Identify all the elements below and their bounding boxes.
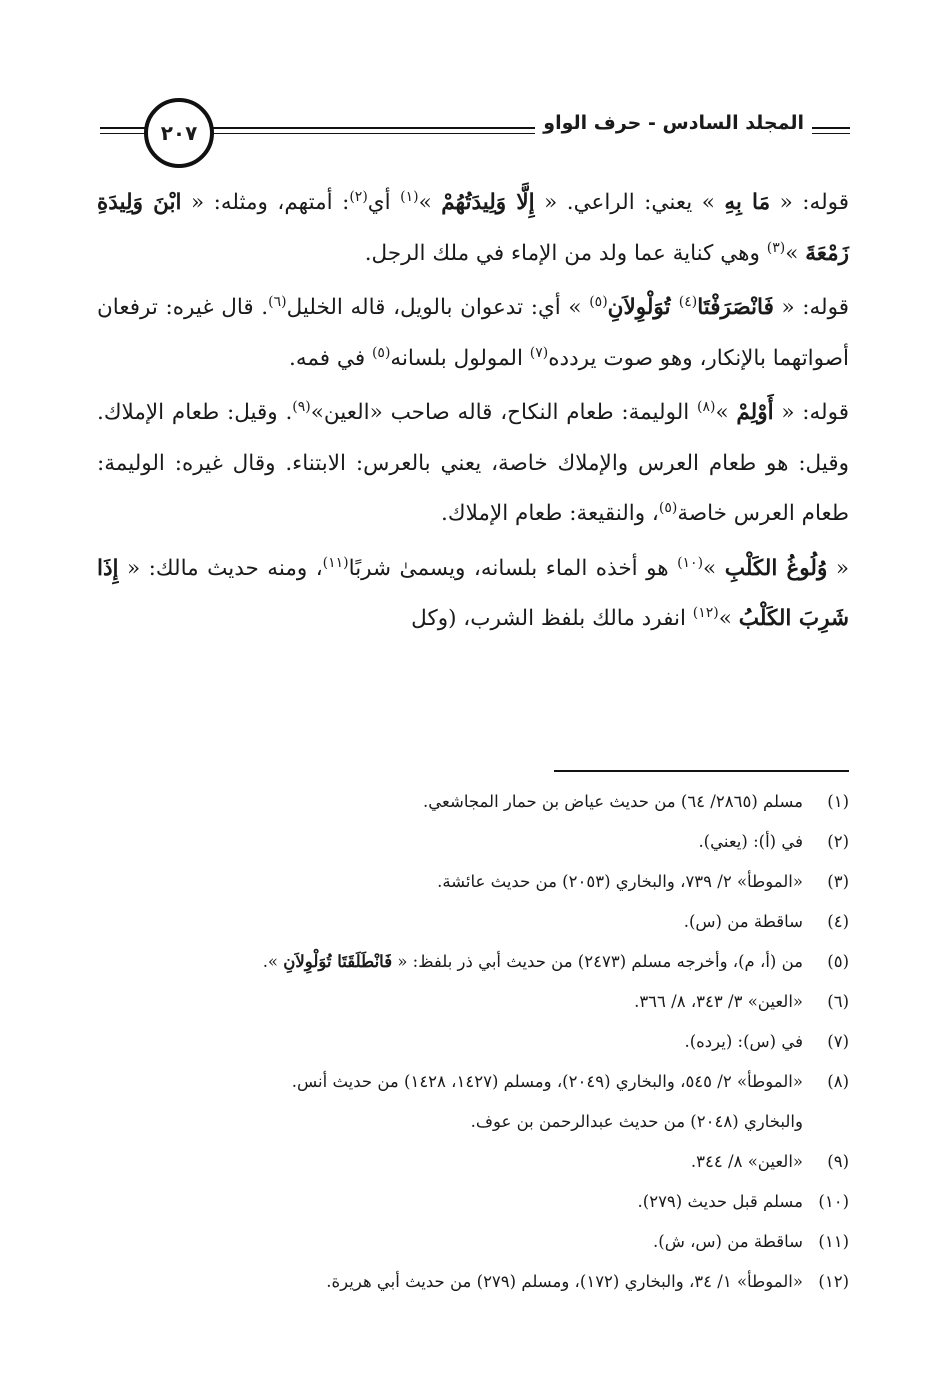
footnote-ref[interactable]: (١٢)	[692, 604, 719, 621]
footnote-ref[interactable]: (٩)	[292, 398, 311, 415]
footnote-number: (٦)	[827, 992, 849, 1011]
footnote-item	[97, 942, 849, 982]
footnote-text: ساقطة من (س، ش).	[653, 1232, 803, 1251]
footnote-number: (٩)	[827, 1152, 849, 1171]
footnote-text: من (أ، م)، وأخرجه مسلم (٢٤٧٣) من حديث أبي ذر بلفظ: « فَانْطَلَقَتَا تُوَلْوِلاَنِ ».	[262, 952, 803, 971]
main-text	[97, 178, 849, 645]
footnote-number: (١)	[827, 792, 849, 811]
footnote-number: (١٠)	[818, 1192, 849, 1211]
footnote-number: (٤)	[827, 912, 849, 931]
footnote-continuation	[97, 1102, 849, 1142]
footnote-ref[interactable]: (٤)	[678, 293, 698, 310]
footnote-ref[interactable]: (٥)	[658, 499, 678, 516]
header-title: المجلد السادس - حرف الواو	[535, 112, 812, 134]
quoted-word: تُوَلْوِلاَنِ	[607, 295, 679, 320]
footnote-item	[97, 1182, 849, 1222]
footnote-ref[interactable]: (٧)	[529, 344, 549, 361]
quoted-word: فَانْطَلَقَتَا تُوَلْوِلاَنِ	[283, 952, 393, 971]
footnote-item	[97, 782, 849, 822]
footnote-ref[interactable]: (١١)	[322, 554, 349, 571]
footnote-text: في (س): (يرده).	[684, 1032, 803, 1051]
footnote-item	[97, 1022, 849, 1062]
footnote-text: ساقطة من (س).	[683, 912, 803, 931]
paragraph-1: قوله: « مَا بِهِ » يعني: الراعي. « إِلَّا وَلِيدَتُهُمْ »$^{(١)}$ أي$^{(٢)}$: أمتهم، ومثله: « ابْنَ وَلِيدَةِ زَمْعَةَ »$^{(٣)}$ وهي كناية عما ولد من الإماء في ملك الرجل.	[97, 188, 850, 266]
footnote-ref[interactable]: (٥)	[589, 293, 608, 310]
footnote-text: والبخاري (٢٠٤٨) من حديث عبدالرحمن بن عوف.	[470, 1112, 803, 1131]
footnote-text: «الموطأ» ٢/ ٥٤٥، والبخاري (٢٠٤٩)، ومسلم (١٤٢٧، ١٤٢٨) من حديث أنس.	[291, 1072, 803, 1091]
footnote-separator	[554, 770, 849, 772]
quoted-word: فَانْصَرَفْتَا	[697, 295, 774, 320]
footnote-number: (١٢)	[818, 1272, 849, 1291]
footnote-text: في (أ): (يعني).	[698, 832, 803, 851]
footnote-item	[97, 1062, 849, 1102]
paragraph-3: قوله: « أَوْلِمْ »$^{(٨)}$ الوليمة: طعام النكاح، قاله صاحب «العين»$^{(٩)}$. وقيل: طعام الإملاك. وقيل: هو طعام العرس والإملاك خاصة، يعني بالعرس: الابتناء. وقال غيره: الوليمة: طعام العرس خاصة$^{(٥)}$، والنقيعة: طعام الإملاك.	[97, 398, 849, 526]
footnote-number: (٧)	[827, 1032, 849, 1051]
footnote-ref[interactable]: (٢)	[349, 188, 368, 205]
footnote-ref[interactable]: (٦)	[268, 293, 287, 310]
running-header	[100, 92, 850, 172]
footnote-text: «العين» ٣/ ٣٤٣، ٨/ ٣٦٦.	[634, 992, 803, 1011]
footnote-text: «الموطأ» ١/ ٣٤، والبخاري (١٧٢)، ومسلم (٢٧٩) من حديث أبي هريرة.	[326, 1272, 803, 1291]
quoted-word: وُلُوغُ الكَلْبِ	[724, 555, 828, 581]
footnote-ref[interactable]: (٨)	[696, 398, 716, 415]
footnote-item	[97, 822, 849, 862]
footnote-item	[97, 1262, 849, 1302]
footnotes	[97, 782, 849, 1302]
footnote-text: مسلم (٢٨٦٥/ ٦٤) من حديث عياض بن حمار المجاشعي.	[423, 792, 803, 811]
footnote-number: (٥)	[827, 952, 849, 971]
footnote-text: «العين» ٨/ ٣٤٤.	[690, 1152, 803, 1171]
quoted-word: أَوْلِمْ	[736, 400, 774, 425]
footnote-text: «الموطأ» ٢/ ٧٣٩، والبخاري (٢٠٥٣) من حديث عائشة.	[437, 872, 803, 891]
quoted-word: إِذَا شَرِبَ الكَلْبُ	[97, 555, 849, 631]
paragraph-2: قوله: « فَانْصَرَفْتَا$^{(٤)}$ تُوَلْوِلاَنِ$^{(٥)}$ » أي: تدعوان بالويل، قاله الخليل$^{(٦)}$. قال غيره: ترفعان أصواتهما بالإنكار، وهو صوت يردده$^{(٧)}$ المولول بلسانه$^{(٥)}$ في فمه.	[97, 293, 849, 371]
footnote-number: (١١)	[818, 1232, 849, 1251]
footnote-item	[97, 1222, 849, 1262]
footnote-ref[interactable]: (٣)	[766, 239, 786, 256]
footnote-item	[97, 862, 849, 902]
footnote-ref[interactable]: (٥)	[371, 344, 391, 361]
footnote-number: (٣)	[827, 872, 849, 891]
quoted-word: مَا بِهِ	[724, 190, 771, 215]
page-number: ٢٠٧	[144, 98, 214, 168]
footnote-item	[97, 902, 849, 942]
footnote-ref[interactable]: (١٠)	[677, 554, 704, 571]
footnote-item	[97, 1142, 849, 1182]
paragraph-4: « وُلُوغُ الكَلْبِ »$^{(١٠)}$ هو أخذه الماء بلسانه، ويسمىٰ شربًا$^{(١١)}$، ومنه حديث مالك: « إِذَا شَرِبَ الكَلْبُ »$^{(١٢)}$ انفرد مالك بلفظ الشرب، (وكل	[97, 554, 849, 631]
footnote-item	[97, 982, 849, 1022]
footnote-number: (٨)	[827, 1072, 849, 1091]
quoted-word: ابْنَ وَلِيدَةِ زَمْعَةَ	[97, 190, 849, 266]
footnote-ref[interactable]: (١)	[400, 188, 419, 205]
quoted-word: إِلَّا وَلِيدَتُهُمْ	[441, 190, 535, 215]
footnote-text: مسلم قبل حديث (٢٧٩).	[637, 1192, 803, 1211]
footnote-number: (٢)	[827, 832, 849, 851]
